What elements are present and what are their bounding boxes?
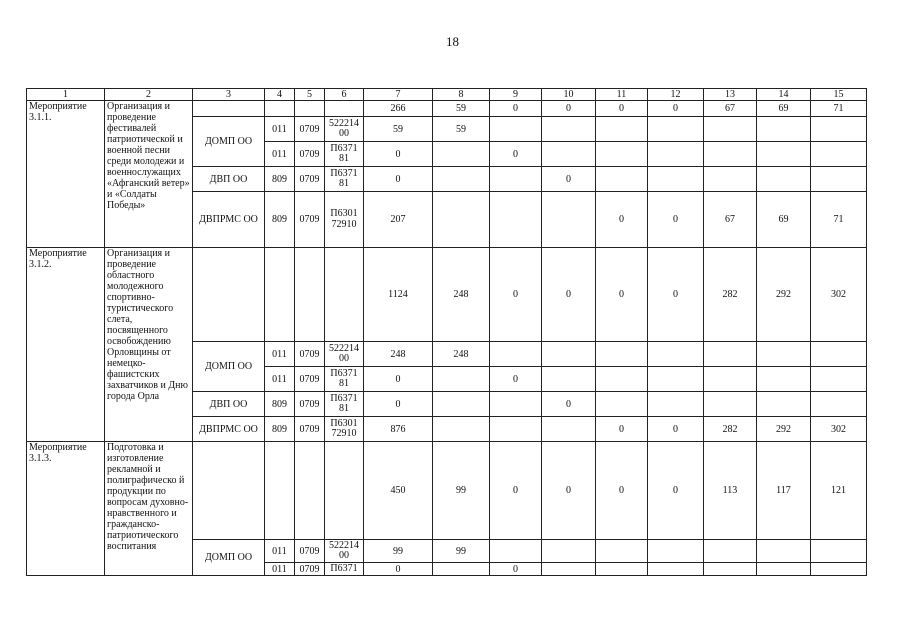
total-cell: 282 [704,248,757,342]
header-cell: 10 [542,89,596,101]
total-cell: 99 [433,442,490,540]
total-cell: 0 [490,101,542,117]
total-cell: 0 [648,442,704,540]
header-cell: 1 [27,89,105,101]
total-cell: 0 [648,101,704,117]
table-row: ДОМП ОО 011 0709 522214 00 59 59 [27,117,867,142]
header-cell: 12 [648,89,704,101]
total-cell: 0 [596,101,648,117]
table-row: 011 0709 П6371 81 0 0 [27,367,867,392]
header-cell: 7 [364,89,433,101]
table-row: ДОМП ОО 011 0709 522214 00 248 248 [27,342,867,367]
header-row [27,89,867,101]
table-row: 011 0709 П6371 0 0 [27,563,867,576]
table-row: ДВП ОО 809 0709 П6371 81 0 0 [27,167,867,192]
page-number: 18 [446,34,459,49]
header-cell: 13 [704,89,757,101]
header-cell: 8 [433,89,490,101]
executor-cell: ДВПРМС ОО [193,192,265,248]
table-row [27,442,867,540]
executor-cell: ДОМП ОО [193,342,265,392]
total-cell: 69 [757,101,811,117]
table-row: ДВП ОО 809 0709 П6371 81 0 0 [27,392,867,417]
total-cell: 1124 [364,248,433,342]
total-cell: 0 [542,442,596,540]
table-row [27,101,867,117]
header-cell: 3 [193,89,265,101]
header-cell: 6 [325,89,364,101]
total-cell: 71 [811,101,867,117]
total-cell: 0 [490,248,542,342]
activity-title: Подготовка и изготовление рекламной и полиграфическо й продукции по вопросам духовно-нравственного и гражданско-патриотического воспитания [105,442,193,576]
total-cell: 266 [364,101,433,117]
activity-id: Мероприятие 3.1.1. [27,101,105,248]
activity-id: Мероприятие 3.1.3. [27,442,105,576]
executor-cell: ДВП ОО [193,392,265,417]
total-cell: 292 [757,248,811,342]
executor-cell: ДВП ОО [193,167,265,192]
activity-title: Организация и проведение областного молодежного спортивно-туристического слета, посвященного освобождению Орловщины от немецко-фашистских захватчиков и Дню города Орла [105,248,193,442]
table-row: ДОМП ОО 011 0709 522214 00 99 99 [27,540,867,563]
total-cell: 0 [542,248,596,342]
header-cell: 15 [811,89,867,101]
table-row: 011 0709 П6371 81 0 0 [27,142,867,167]
total-cell: 67 [704,101,757,117]
total-cell: 121 [811,442,867,540]
total-cell: 59 [433,101,490,117]
header-cell: 4 [265,89,295,101]
activity-title: Организация и проведение фестивалей патриотической и военной песни среди молодежи и военнослужащих «Афганский ветер» и «Солдаты Победы» [105,101,193,248]
total-cell: 113 [704,442,757,540]
total-cell: 0 [490,442,542,540]
table-row: ДВПРМС ОО 809 0709 П6301 72910 207 0 0 67 69 71 [27,192,867,248]
total-cell: 450 [364,442,433,540]
total-cell: 117 [757,442,811,540]
header-cell: 9 [490,89,542,101]
total-cell: 0 [542,101,596,117]
total-cell: 0 [596,248,648,342]
total-cell: 0 [596,442,648,540]
total-cell: 0 [648,248,704,342]
executor-cell: ДОМП ОО [193,540,265,576]
total-cell: 248 [433,248,490,342]
table-row [27,248,867,342]
executor-cell: ДОМП ОО [193,117,265,167]
header-cell: 11 [596,89,648,101]
total-cell: 302 [811,248,867,342]
header-cell: 14 [757,89,811,101]
executor-cell: ДВПРМС ОО [193,417,265,442]
header-cell: 5 [295,89,325,101]
header-cell: 2 [105,89,193,101]
activity-id: Мероприятие 3.1.2. [27,248,105,442]
budget-table [26,88,867,576]
table-row: ДВПРМС ОО 809 0709 П6301 72910 876 0 0 282 292 302 [27,417,867,442]
